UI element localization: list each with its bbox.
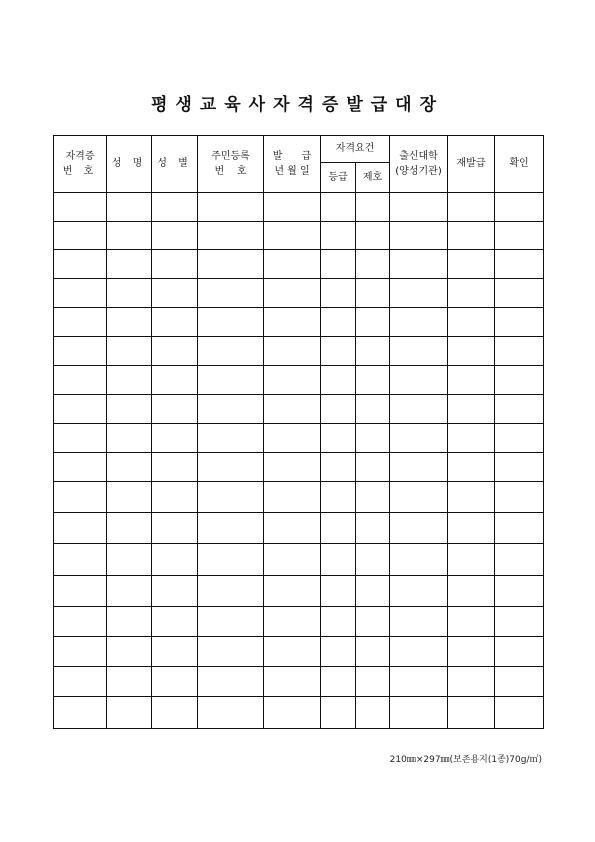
register-cell[interactable] bbox=[107, 279, 152, 308]
register-cell[interactable] bbox=[390, 250, 448, 279]
register-row bbox=[54, 637, 544, 667]
register-row bbox=[54, 250, 544, 279]
register-row bbox=[54, 337, 544, 366]
register-cell[interactable] bbox=[198, 366, 264, 395]
register-cell[interactable] bbox=[495, 637, 544, 667]
register-cell[interactable] bbox=[54, 576, 107, 607]
register-cell[interactable] bbox=[356, 308, 390, 337]
header-name bbox=[107, 136, 152, 193]
register-cell[interactable] bbox=[107, 607, 152, 637]
register-cell[interactable] bbox=[390, 453, 448, 482]
register-cell[interactable] bbox=[390, 607, 448, 637]
register-cell[interactable] bbox=[495, 279, 544, 308]
register-cell[interactable] bbox=[107, 576, 152, 607]
register-cell[interactable] bbox=[198, 697, 264, 729]
register-cell[interactable] bbox=[264, 395, 321, 424]
register-cell[interactable] bbox=[264, 337, 321, 366]
register-cell[interactable] bbox=[152, 193, 198, 222]
register-cell[interactable] bbox=[448, 453, 495, 482]
header-grade-label: 등급 bbox=[328, 171, 348, 183]
register-cell[interactable] bbox=[198, 667, 264, 697]
register-cell[interactable] bbox=[356, 482, 390, 513]
register-cell[interactable] bbox=[448, 193, 495, 222]
register-cell[interactable] bbox=[356, 544, 390, 576]
register-cell[interactable] bbox=[390, 337, 448, 366]
register-cell[interactable] bbox=[264, 607, 321, 637]
register-cell[interactable] bbox=[198, 222, 264, 250]
register-cell[interactable] bbox=[54, 279, 107, 308]
header-name-label: 성 명 bbox=[111, 158, 147, 170]
register-cell[interactable] bbox=[448, 337, 495, 366]
register-cell[interactable] bbox=[152, 513, 198, 544]
register-cell[interactable] bbox=[54, 193, 107, 222]
register-cell[interactable] bbox=[54, 697, 107, 729]
register-cell[interactable] bbox=[54, 453, 107, 482]
register-cell[interactable] bbox=[198, 637, 264, 667]
register-cell[interactable] bbox=[356, 453, 390, 482]
register-cell[interactable] bbox=[54, 222, 107, 250]
register-cell[interactable] bbox=[321, 279, 356, 308]
register-cell[interactable] bbox=[152, 222, 198, 250]
register-cell[interactable] bbox=[321, 193, 356, 222]
register-row bbox=[54, 308, 544, 337]
register-cell[interactable] bbox=[390, 482, 448, 513]
register-cell[interactable] bbox=[152, 607, 198, 637]
register-cell[interactable] bbox=[264, 667, 321, 697]
register-cell[interactable] bbox=[198, 250, 264, 279]
register-cell[interactable] bbox=[356, 193, 390, 222]
register-cell[interactable] bbox=[356, 513, 390, 544]
register-row bbox=[54, 395, 544, 424]
register-cell[interactable] bbox=[321, 482, 356, 513]
register-cell[interactable] bbox=[107, 193, 152, 222]
register-cell[interactable] bbox=[390, 222, 448, 250]
register-cell[interactable] bbox=[356, 250, 390, 279]
register-cell[interactable] bbox=[107, 366, 152, 395]
register-cell[interactable] bbox=[495, 697, 544, 729]
register-cell[interactable] bbox=[198, 513, 264, 544]
header-school-line2: (양성기관) bbox=[395, 166, 442, 177]
register-row bbox=[54, 576, 544, 607]
register-cell[interactable] bbox=[198, 482, 264, 513]
register-cell[interactable] bbox=[152, 544, 198, 576]
register-row bbox=[54, 222, 544, 250]
register-cell[interactable] bbox=[495, 424, 544, 453]
header-resident-number bbox=[198, 136, 264, 193]
register-row bbox=[54, 482, 544, 513]
register-cell[interactable] bbox=[356, 279, 390, 308]
register-cell[interactable] bbox=[356, 607, 390, 637]
register-cell[interactable] bbox=[495, 395, 544, 424]
header-reissue-label: 재발급 bbox=[456, 158, 486, 170]
register-cell[interactable] bbox=[152, 576, 198, 607]
register-cell[interactable] bbox=[54, 366, 107, 395]
register-row bbox=[54, 513, 544, 544]
register-cell[interactable] bbox=[495, 576, 544, 607]
register-cell[interactable] bbox=[198, 453, 264, 482]
header-qualification bbox=[321, 136, 390, 163]
register-cell[interactable] bbox=[390, 576, 448, 607]
register-cell[interactable] bbox=[264, 482, 321, 513]
register-cell[interactable] bbox=[390, 395, 448, 424]
register-cell[interactable] bbox=[495, 607, 544, 637]
register-cell[interactable] bbox=[448, 366, 495, 395]
register-cell[interactable] bbox=[264, 222, 321, 250]
register-row bbox=[54, 453, 544, 482]
register-cell[interactable] bbox=[321, 513, 356, 544]
register-body bbox=[54, 193, 544, 729]
header-confirm-label: 확인 bbox=[509, 158, 529, 170]
register-cell[interactable] bbox=[107, 337, 152, 366]
header-row-top bbox=[54, 136, 544, 163]
register-cell[interactable] bbox=[356, 697, 390, 729]
register-cell[interactable] bbox=[264, 544, 321, 576]
register-cell[interactable] bbox=[390, 279, 448, 308]
register-cell[interactable] bbox=[448, 308, 495, 337]
register-cell[interactable] bbox=[107, 482, 152, 513]
register-cell[interactable] bbox=[356, 637, 390, 667]
register-cell[interactable] bbox=[321, 453, 356, 482]
register-cell[interactable] bbox=[107, 424, 152, 453]
register-cell[interactable] bbox=[54, 667, 107, 697]
register-cell[interactable] bbox=[107, 637, 152, 667]
register-cell[interactable] bbox=[448, 250, 495, 279]
register-cell[interactable] bbox=[152, 337, 198, 366]
register-cell[interactable] bbox=[495, 308, 544, 337]
register-cell[interactable] bbox=[321, 308, 356, 337]
register-cell[interactable] bbox=[390, 193, 448, 222]
register-cell[interactable] bbox=[448, 513, 495, 544]
register-cell[interactable] bbox=[54, 482, 107, 513]
register-cell[interactable] bbox=[54, 250, 107, 279]
header-reissue bbox=[448, 136, 495, 193]
register-cell[interactable] bbox=[264, 250, 321, 279]
register-cell[interactable] bbox=[152, 395, 198, 424]
header-gender bbox=[152, 136, 198, 193]
register-cell[interactable] bbox=[107, 513, 152, 544]
register-cell[interactable] bbox=[54, 424, 107, 453]
register-cell[interactable] bbox=[356, 395, 390, 424]
register-cell[interactable] bbox=[356, 337, 390, 366]
register-cell[interactable] bbox=[495, 337, 544, 366]
register-cell[interactable] bbox=[321, 222, 356, 250]
register-cell[interactable] bbox=[152, 250, 198, 279]
register-cell[interactable] bbox=[495, 366, 544, 395]
register-cell[interactable] bbox=[107, 453, 152, 482]
register-cell[interactable] bbox=[107, 544, 152, 576]
register-cell[interactable] bbox=[495, 544, 544, 576]
register-row bbox=[54, 607, 544, 637]
header-mark-label: 제호 bbox=[362, 171, 383, 183]
header-school bbox=[390, 136, 448, 193]
register-cell[interactable] bbox=[107, 250, 152, 279]
register-cell[interactable] bbox=[495, 667, 544, 697]
register-cell[interactable] bbox=[321, 667, 356, 697]
paper-spec-note: 210㎜×297㎜(보존용지(1종)70g/㎡) bbox=[389, 755, 542, 765]
register-cell[interactable] bbox=[321, 250, 356, 279]
register-cell[interactable] bbox=[448, 279, 495, 308]
header-school-line1: 출신대학 bbox=[399, 150, 438, 162]
register-cell[interactable] bbox=[356, 222, 390, 250]
register-cell[interactable] bbox=[495, 193, 544, 222]
header-cert-number-line2: 번 호 bbox=[62, 166, 98, 177]
register-cell[interactable] bbox=[390, 308, 448, 337]
header-mark bbox=[356, 163, 390, 193]
header-cert-number bbox=[54, 136, 107, 193]
register-cell[interactable] bbox=[264, 279, 321, 308]
document-title: 평생교육사자격증발급대장 bbox=[150, 95, 445, 115]
header-issue-date-line1: 발 급 bbox=[272, 150, 312, 162]
register-cell[interactable] bbox=[107, 697, 152, 729]
register-cell[interactable] bbox=[152, 366, 198, 395]
register-cell[interactable] bbox=[54, 308, 107, 337]
header-confirm bbox=[495, 136, 544, 193]
register-cell[interactable] bbox=[356, 424, 390, 453]
register-cell[interactable] bbox=[152, 424, 198, 453]
register-cell[interactable] bbox=[198, 308, 264, 337]
register-cell[interactable] bbox=[321, 637, 356, 667]
register-cell[interactable] bbox=[152, 667, 198, 697]
register-cell[interactable] bbox=[321, 544, 356, 576]
register-row bbox=[54, 424, 544, 453]
register-cell[interactable] bbox=[152, 697, 198, 729]
register-cell[interactable] bbox=[321, 697, 356, 729]
header-issue-date bbox=[264, 136, 321, 193]
register-cell[interactable] bbox=[198, 395, 264, 424]
register-cell[interactable] bbox=[198, 576, 264, 607]
register-cell[interactable] bbox=[390, 697, 448, 729]
register-cell[interactable] bbox=[198, 607, 264, 637]
register-cell[interactable] bbox=[495, 482, 544, 513]
register-cell[interactable] bbox=[448, 697, 495, 729]
register-cell[interactable] bbox=[448, 544, 495, 576]
header-resident-number-line1: 주민등록 bbox=[211, 150, 250, 162]
register-cell[interactable] bbox=[54, 544, 107, 576]
register-cell[interactable] bbox=[390, 667, 448, 697]
register-cell[interactable] bbox=[321, 576, 356, 607]
issuance-register-table bbox=[53, 135, 544, 729]
header-grade bbox=[321, 163, 356, 193]
register-cell[interactable] bbox=[448, 222, 495, 250]
register-row bbox=[54, 193, 544, 222]
register-row bbox=[54, 544, 544, 576]
register-cell[interactable] bbox=[54, 513, 107, 544]
register-cell[interactable] bbox=[152, 482, 198, 513]
header-resident-number-line2: 번 호 bbox=[214, 166, 247, 177]
register-cell[interactable] bbox=[264, 513, 321, 544]
register-cell[interactable] bbox=[321, 395, 356, 424]
register-cell[interactable] bbox=[321, 607, 356, 637]
register-cell[interactable] bbox=[356, 366, 390, 395]
register-cell[interactable] bbox=[448, 607, 495, 637]
register-cell[interactable] bbox=[356, 667, 390, 697]
register-cell[interactable] bbox=[356, 576, 390, 607]
register-cell[interactable] bbox=[495, 250, 544, 279]
register-cell[interactable] bbox=[321, 424, 356, 453]
register-row bbox=[54, 667, 544, 697]
register-cell[interactable] bbox=[448, 424, 495, 453]
register-cell[interactable] bbox=[107, 667, 152, 697]
register-cell[interactable] bbox=[107, 308, 152, 337]
register-cell[interactable] bbox=[54, 337, 107, 366]
register-cell[interactable] bbox=[264, 366, 321, 395]
register-cell[interactable] bbox=[264, 424, 321, 453]
register-cell[interactable] bbox=[198, 279, 264, 308]
header-issue-date-line2: 년 월 일 bbox=[274, 166, 310, 177]
register-cell[interactable] bbox=[321, 337, 356, 366]
register-cell[interactable] bbox=[198, 544, 264, 576]
header-cert-number-line1: 자격증 bbox=[65, 150, 95, 162]
register-cell[interactable] bbox=[264, 637, 321, 667]
register-cell[interactable] bbox=[448, 667, 495, 697]
register-cell[interactable] bbox=[448, 482, 495, 513]
register-cell[interactable] bbox=[54, 607, 107, 637]
register-cell[interactable] bbox=[107, 395, 152, 424]
register-cell[interactable] bbox=[152, 637, 198, 667]
register-cell[interactable] bbox=[321, 366, 356, 395]
register-cell[interactable] bbox=[54, 637, 107, 667]
register-cell[interactable] bbox=[495, 513, 544, 544]
register-row bbox=[54, 279, 544, 308]
register-cell[interactable] bbox=[152, 308, 198, 337]
register-cell[interactable] bbox=[152, 453, 198, 482]
register-cell[interactable] bbox=[264, 453, 321, 482]
register-cell[interactable] bbox=[495, 453, 544, 482]
register-cell[interactable] bbox=[390, 513, 448, 544]
register-cell[interactable] bbox=[390, 544, 448, 576]
register-cell[interactable] bbox=[390, 637, 448, 667]
register-row bbox=[54, 366, 544, 395]
register-cell[interactable] bbox=[448, 576, 495, 607]
register-cell[interactable] bbox=[495, 222, 544, 250]
register-cell[interactable] bbox=[198, 424, 264, 453]
register-cell[interactable] bbox=[390, 424, 448, 453]
register-cell[interactable] bbox=[264, 308, 321, 337]
register-cell[interactable] bbox=[448, 637, 495, 667]
register-cell[interactable] bbox=[264, 193, 321, 222]
register-row bbox=[54, 697, 544, 729]
register-cell[interactable] bbox=[264, 576, 321, 607]
register-cell[interactable] bbox=[152, 279, 198, 308]
header-qualification-label: 자격요건 bbox=[335, 143, 375, 155]
register-cell[interactable] bbox=[264, 697, 321, 729]
register-cell[interactable] bbox=[198, 193, 264, 222]
register-cell[interactable] bbox=[107, 222, 152, 250]
register-cell[interactable] bbox=[198, 337, 264, 366]
register-cell[interactable] bbox=[390, 366, 448, 395]
header-gender-label: 성 별 bbox=[157, 158, 192, 170]
register-cell[interactable] bbox=[54, 395, 107, 424]
register-cell[interactable] bbox=[448, 395, 495, 424]
